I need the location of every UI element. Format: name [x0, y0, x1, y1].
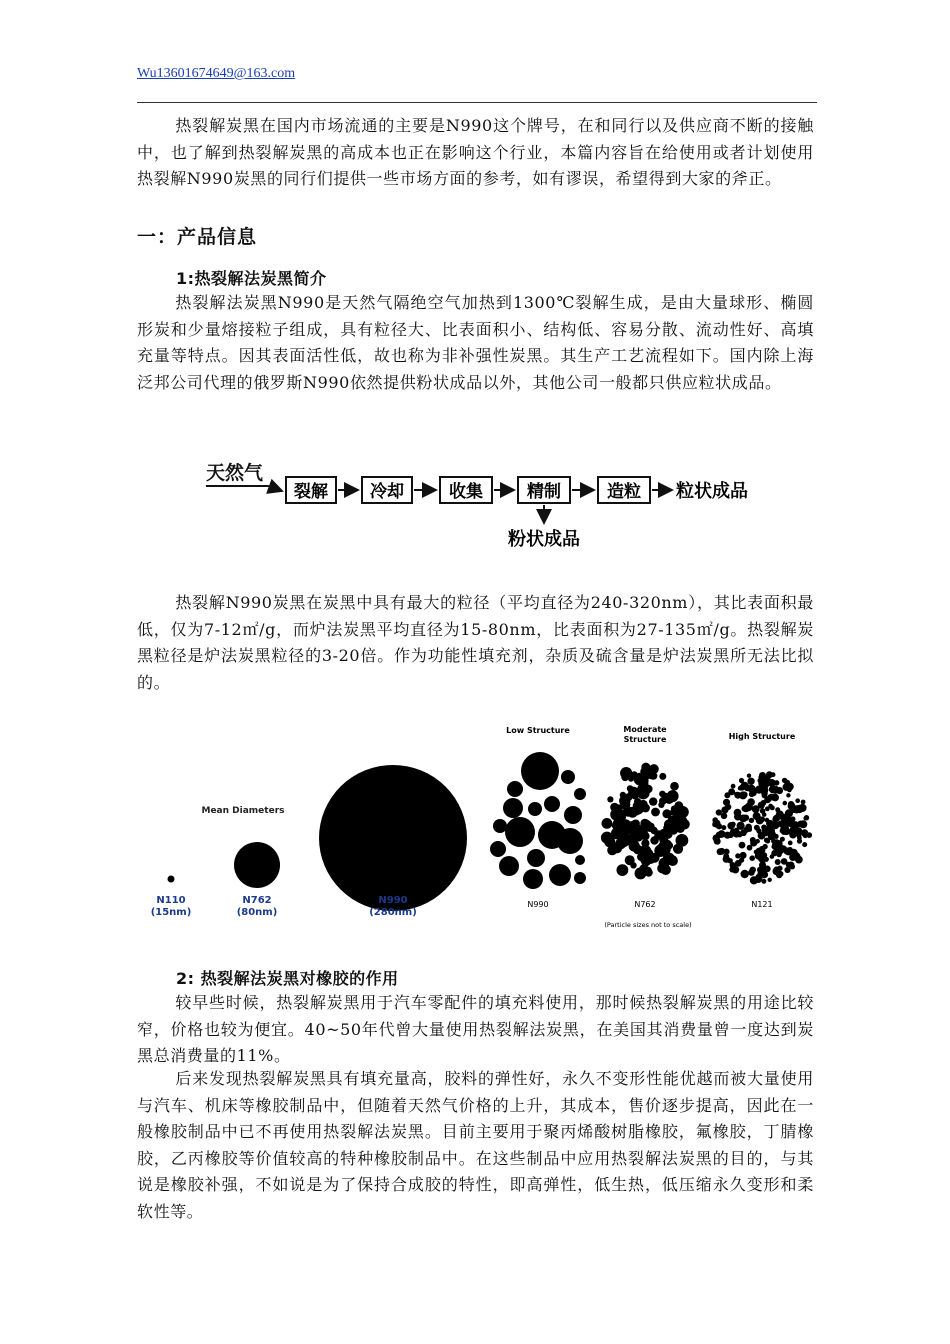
subsection-1-text: 热裂解法炭黑N990是天然气隔绝空气加热到1300℃裂解生成，是由大量球形、椭圆形炭和少量熔接粒子组成，具有粒径大、比表面积小、结构低、容易分散、流动性好、高填充量等特点。因其表面活性低，故也称为非补强性炭黑。其生产工艺流程如下。国内除上海泛邦公司代理的俄罗斯N990依然提供粉状成品以外，其他公司一般都只供应粒状成品。: [137, 293, 814, 392]
subsection-2-paragraph-2: [137, 1066, 814, 1225]
struct-title-moderate-2: Structure: [623, 735, 667, 744]
diam-label-n762: N762: [242, 895, 272, 906]
diam-size-n110: (15nm): [150, 907, 192, 918]
n110-particle: [168, 876, 175, 883]
flow-step-3: 收集: [449, 482, 483, 502]
struct-title-moderate-1: Moderate: [623, 725, 667, 734]
mean-diameters-title: Mean Diameters: [201, 806, 285, 816]
diam-size-n990: (280nm): [369, 907, 417, 918]
intro-text: 热裂解炭黑在国内市场流通的主要是N990这个牌号，在和同行以及供应商不断的接触中，也了解到热裂解炭黑的高成本也正在影响这个行业，本篇内容旨在给使用或者计划使用热裂解N990炭黑的同行们提供一些市场方面的参考，如有谬误，希望得到大家的斧正。: [137, 116, 814, 188]
particle-size-paragraph: [137, 590, 814, 696]
flow-branch-label: 粉状成品: [508, 529, 580, 550]
subsection-2-paragraph-1: [137, 990, 814, 1070]
process-flow-diagram: [200, 455, 780, 555]
carbon-black-figure: [140, 715, 820, 940]
flow-step-5: 造粒: [607, 482, 641, 502]
intro-paragraph: [137, 113, 814, 193]
moderate-structure-cluster: [601, 763, 690, 880]
subsection-2-text-1: 较早些时候，热裂解炭黑用于汽车零配件的填充料使用，那时候热裂解炭黑的用途比较窄，价格也较为便宜。40~50年代曾大量使用热裂解法炭黑，在美国其消费量曾一度达到炭黑总消费量的11%。: [137, 993, 814, 1065]
flow-step-2: 冷却: [370, 482, 404, 502]
flow-output-label: 粒状成品: [676, 481, 748, 502]
flow-step-4: 精制: [527, 482, 561, 502]
diam-label-n110: N110: [156, 895, 186, 906]
flow-step-1: 裂解: [294, 482, 328, 502]
struct-label-n990: N990: [527, 900, 549, 909]
high-structure-cluster: [712, 771, 812, 884]
subsection-title-1: 1:热裂解法炭黑简介: [176, 269, 327, 288]
flow-input-label: 天然气: [206, 462, 264, 484]
low-structure-cluster: [490, 752, 586, 889]
struct-label-n762: N762: [634, 900, 656, 909]
flow-input-arrow: [206, 486, 282, 491]
section-title: 一：产品信息: [137, 226, 258, 248]
diam-size-n762: (80nm): [236, 907, 278, 918]
subsection-1-paragraph: [137, 290, 814, 396]
n990-particle: [319, 765, 467, 911]
struct-title-high: High Structure: [728, 732, 796, 741]
subsection-title-2: 2: 热裂解法炭黑对橡胶的作用: [176, 969, 399, 988]
header-rule: [137, 102, 817, 103]
header-email-link[interactable]: Wu13601674649@163.com: [137, 66, 296, 81]
diam-label-n990: N990: [378, 895, 408, 906]
n762-particle: [234, 842, 280, 888]
subsection-2-text-2: 后来发现热裂解炭黑具有填充量高，胶料的弹性好，永久不变形性能优越而被大量使用与汽车、机床等橡胶制品中，但随着天然气价格的上升，其成本，售价逐步提高，因此在一般橡胶制品中已不再使用热裂解法炭黑。目前主要用于聚丙烯酸树脂橡胶，氟橡胶，丁腈橡胶，乙丙橡胶等价值较高的特种橡胶制品中。在这些制品中应用热裂解法炭黑的目的，与其说是橡胶补强，不如说是为了保持合成胶的特性，即高弹性，低生热，低压缩永久变形和柔软性等。: [137, 1069, 814, 1221]
particle-size-text: 热裂解N990炭黑在炭黑中具有最大的粒径（平均直径为240-320nm），其比表面积最低，仅为7-12㎡/g，而炉法炭黑平均直径为15-80nm，比表面积为27-135㎡/g。热裂解炭黑粒径是炉法炭黑粒径的3-20倍。作为功能性填充剂，杂质及硫含量是炉法炭黑所无法比拟的。: [137, 593, 814, 692]
struct-label-n121: N121: [751, 900, 773, 909]
struct-title-low: Low Structure: [506, 726, 570, 735]
scale-note: (Particle sizes not to scale): [604, 921, 692, 929]
